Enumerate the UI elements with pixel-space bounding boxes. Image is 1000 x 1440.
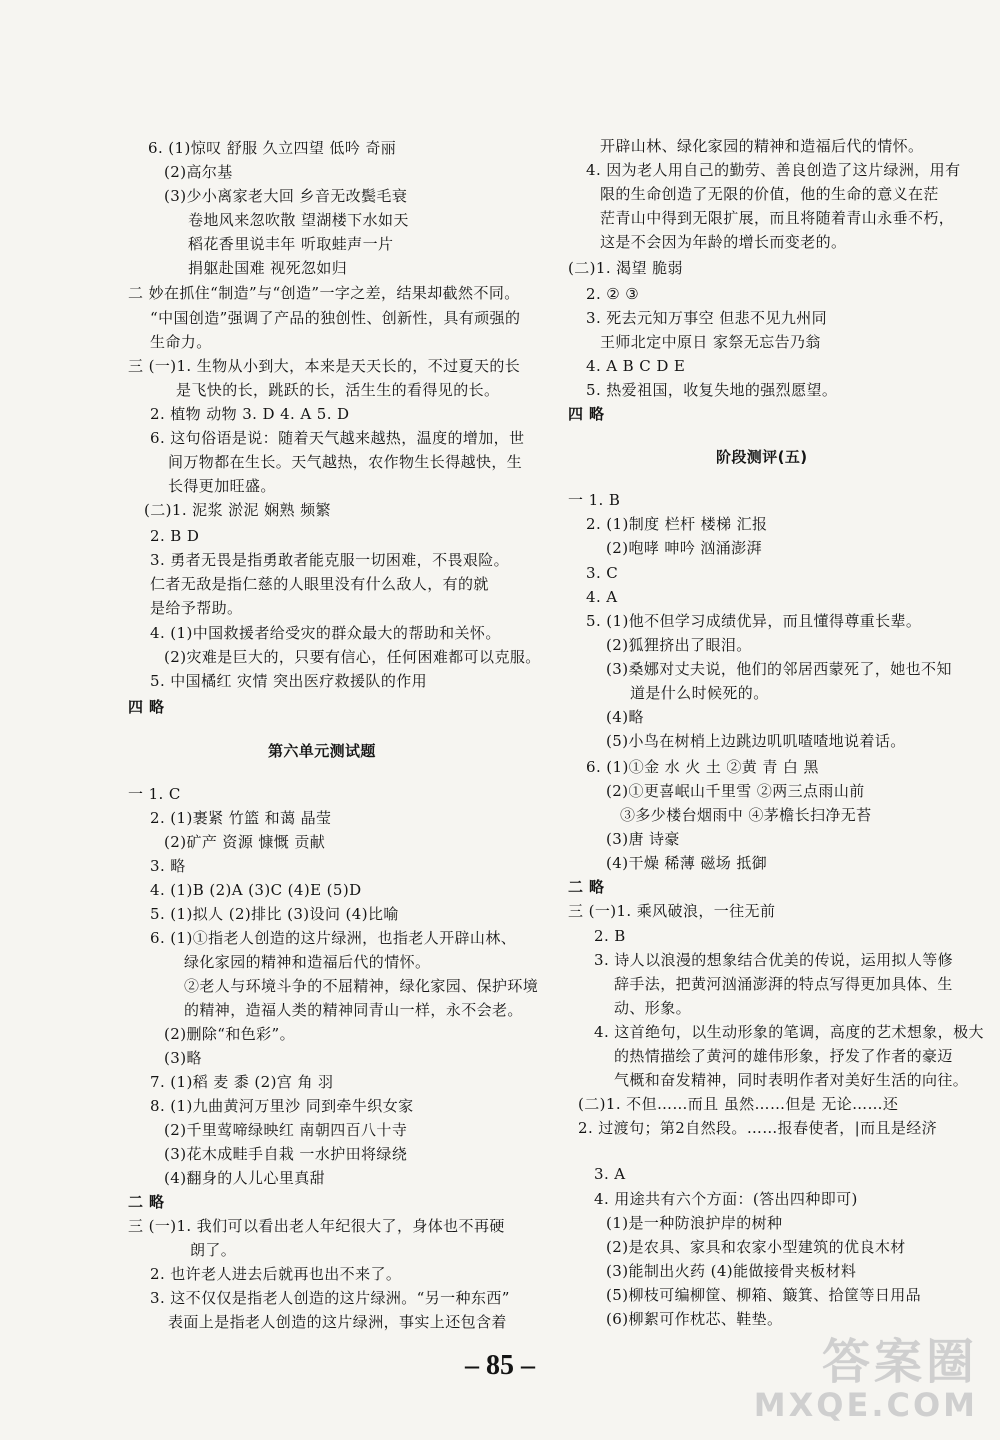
watermark-text: 答案圈 [821, 1334, 978, 1390]
answer-line: (二)1. 泥浆 淤泥 娴熟 频繁 [144, 501, 331, 519]
answer-line: 表面上是指老人创造的这片绿洲，事实上还包含着 [168, 1313, 507, 1331]
answer-line: 一 1. B [568, 491, 621, 509]
watermark-url: MXQE.COM [753, 1386, 978, 1424]
answer-line: 2. 也许老人进去后就再也出不来了。 [150, 1265, 402, 1283]
answer-line: 6. 这句俗语是说：随着天气越来越热，温度的增加，世 [150, 429, 525, 447]
answer-line: (4)略 [606, 708, 644, 726]
answer-line: 动、形象。 [614, 999, 692, 1017]
answer-line: (3)唐 诗豪 [606, 830, 680, 848]
answer-line: 7. (1)稻 麦 黍 (2)宫 角 羽 [150, 1073, 334, 1091]
answer-line: 三 (一)1. 生物从小到大，本来是天天长的，不过夏天的长 [128, 357, 521, 375]
answer-line: 仁者无敌是指仁慈的人眼里没有什么敌人，有的就 [150, 575, 489, 593]
watermark-logo [754, 1336, 978, 1422]
answer-line: 绿化家园的精神和造福后代的情怀。 [184, 953, 431, 971]
answer-line: (2)是农具、家具和农家小型建筑的优良木材 [606, 1238, 906, 1256]
section-title: 第六单元测试题 [268, 742, 376, 760]
answer-line: 4. 这首绝句，以生动形象的笔调，高度的艺术想象，极大 [594, 1023, 984, 1041]
answer-line: 限的生命创造了无限的价值，他的生命的意义在茫 [600, 185, 939, 203]
answer-line: 的精神，造福人类的精神同青山一样，永不会老。 [184, 1001, 523, 1019]
answer-line: 2. (1)裹紧 竹篮 和蔼 晶莹 [150, 809, 332, 827]
answer-line: (2)删除“和色彩”。 [164, 1025, 295, 1043]
answer-line: (3)桑娜对丈夫说，他们的邻居西蒙死了，她也不知 [606, 660, 952, 678]
answer-line: 4. A [586, 588, 618, 606]
answer-line: 二 妙在抓住“制造”与“创造”一字之差，结果却截然不同。 [128, 284, 520, 302]
answer-line: 生命力。 [150, 333, 212, 351]
answer-line: 卷地风来忽吹散 望湖楼下水如天 [188, 211, 409, 229]
answer-line: 5. 热爱祖国，收复失地的强烈愿望。 [586, 381, 838, 399]
answer-line: (二)1. 渴望 脆弱 [568, 259, 683, 277]
answer-line: 2. B [594, 927, 626, 945]
left-column [128, 0, 580, 1340]
answer-line: 间万物都在生长。天气越热，农作物生长得越快，生 [168, 453, 523, 471]
section-marker: 二 略 [128, 1193, 165, 1211]
answer-line: 6. (1)惊叹 舒服 久立四望 低吟 奇丽 [148, 139, 397, 157]
answer-line: 是给予帮助。 [150, 599, 243, 617]
answer-line: (2)高尔基 [164, 163, 233, 181]
answer-line: 开辟山林、绿化家园的精神和造福后代的情怀。 [600, 137, 924, 155]
section-marker: 四 略 [128, 698, 165, 716]
answer-line: 5. (1)他不但学习成绩优异，而且懂得尊重长辈。 [586, 612, 922, 630]
answer-line: (2)咆哮 呻吟 汹涌澎湃 [606, 539, 762, 557]
answer-line: (5)小鸟在树梢上边跳边叽叽喳喳地说着话。 [606, 732, 906, 750]
answer-line: 三 (一)1. 乘风破浪，一往无前 [568, 902, 776, 920]
answer-line: 捐躯赴国难 视死忽如归 [188, 259, 348, 277]
answer-line: 2. (1)制度 栏杆 楼梯 汇报 [586, 515, 768, 533]
answer-line: 3. A [594, 1165, 626, 1183]
answer-line: (3)能制出火药 (4)能做接骨夹板材料 [606, 1262, 857, 1280]
answer-line: (2)①更喜岷山千里雪 ②两三点雨山前 [606, 782, 865, 800]
answer-line: “中国创造”强调了产品的独创性、创新性，具有顽强的 [150, 309, 521, 327]
answer-line: 道是什么时候死的。 [630, 684, 769, 702]
answer-line: (6)柳絮可作枕芯、鞋垫。 [606, 1310, 783, 1328]
answer-line: 4. (1)中国救援者给受灾的群众最大的帮助和关怀。 [150, 624, 501, 642]
answer-line: 的热情描绘了黄河的雄伟形象，抒发了作者的豪迈 [614, 1047, 953, 1065]
answer-line: (二)1. 不但……而且 虽然……但是 无论……还 [578, 1095, 899, 1113]
answer-line: 3. 这不仅仅是指老人创造的这片绿洲。“另一种东西” [150, 1289, 510, 1307]
answer-line: 3. 死去元知万事空 但悲不见九州同 [586, 309, 828, 327]
answer-line: (3)少小离家老大回 乡音无改鬓毛衰 [164, 187, 408, 205]
answer-line: (2)矿产 资源 慷慨 贡献 [164, 833, 326, 851]
answer-line: 6. (1)①指老人创造的这片绿洲，也指老人开辟山林、 [150, 929, 517, 947]
answer-line: 3. 略 [150, 857, 186, 875]
answer-line: (1)是一种防浪护岸的树种 [606, 1214, 783, 1232]
answer-line: (3)略 [164, 1049, 202, 1067]
answer-line: 长得更加旺盛。 [168, 477, 276, 495]
answer-line: (5)柳枝可编柳筐、柳箱、簸箕、拾筐等日用品 [606, 1286, 922, 1304]
answer-line: 三 (一)1. 我们可以看出老人年纪很大了，身体也不再硬 [128, 1217, 505, 1235]
answer-line: 8. (1)九曲黄河万里沙 同到牵牛织女家 [150, 1097, 414, 1115]
answer-line: 气概和奋发精神，同时表明作者对美好生活的向往。 [614, 1071, 969, 1089]
answer-line: (4)干燥 稀薄 磁场 抵御 [606, 854, 768, 872]
section-marker: 二 略 [568, 878, 605, 896]
answer-line: 5. (1)拟人 (2)排比 (3)设问 (4)比喻 [150, 905, 399, 923]
answer-line: (4)翻身的人儿心里真甜 [164, 1169, 326, 1187]
answer-line: 4. 因为老人用自己的勤劳、善良创造了这片绿洲，用有 [586, 161, 961, 179]
answer-line: 2. 植物 动物 3. D 4. A 5. D [150, 405, 350, 423]
answer-line: 2. 过渡句；第2自然段。……报春使者，|而且是经济 [578, 1119, 938, 1137]
answer-line: 一 1. C [128, 785, 181, 803]
answer-line: 3. 诗人以浪漫的想象结合优美的传说，运用拟人等修 [594, 951, 954, 969]
answer-line: 王师北定中原日 家祭无忘告乃翁 [600, 333, 821, 351]
answer-line: 稻花香里说丰年 听取蛙声一片 [188, 235, 394, 253]
section-title: 阶段测评(五) [716, 448, 808, 466]
answer-line: ③多少楼台烟雨中 ④茅檐长扫净无苔 [620, 806, 872, 824]
answer-line: 4. (1)B (2)A (3)C (4)E (5)D [150, 881, 362, 899]
answer-line: 6. (1)①金 水 火 土 ②黄 青 白 黑 [586, 758, 819, 776]
answer-line: (2)千里莺啼绿映红 南朝四百八十寺 [164, 1121, 408, 1139]
answer-line: 5. 中国橘红 灾情 突出医疗救援队的作用 [150, 672, 428, 690]
answer-line: (2)狐狸挤出了眼泪。 [606, 636, 752, 654]
answer-line: (3)花木成畦手自栽 一水护田将绿绕 [164, 1145, 408, 1163]
answer-line: 茫青山中得到无限扩展，而且将随着青山永垂不朽， [600, 209, 955, 227]
answer-line: (2)灾难是巨大的，只要有信心，任何困难都可以克服。 [164, 648, 541, 666]
answer-line: 是飞快的长，跳跃的长，活生生的看得见的长。 [176, 381, 500, 399]
answer-line: 朗了。 [190, 1241, 237, 1259]
answer-line: 4. 用途共有六个方面：(答出四种即可) [594, 1190, 858, 1208]
answer-line: 4. A B C D E [586, 357, 686, 375]
answer-line: 3. 勇者无畏是指勇敢者能克服一切困难，不畏艰险。 [150, 551, 510, 569]
answer-line: ②老人与环境斗争的不屈精神，绿化家园、保护环境 [184, 977, 539, 995]
right-column [570, 0, 1000, 1340]
section-marker: 四 略 [568, 405, 605, 423]
answer-line: 3. C [586, 564, 619, 582]
answer-line: 2. B D [150, 527, 200, 545]
page-number: – 85 – [465, 1350, 535, 1381]
answer-line: 2. ② ③ [586, 285, 640, 303]
answer-line: 这是不会因为年龄的增长而变老的。 [600, 233, 847, 251]
answer-line: 辞手法，把黄河汹涌澎湃的特点写得更加具体、生 [614, 975, 953, 993]
